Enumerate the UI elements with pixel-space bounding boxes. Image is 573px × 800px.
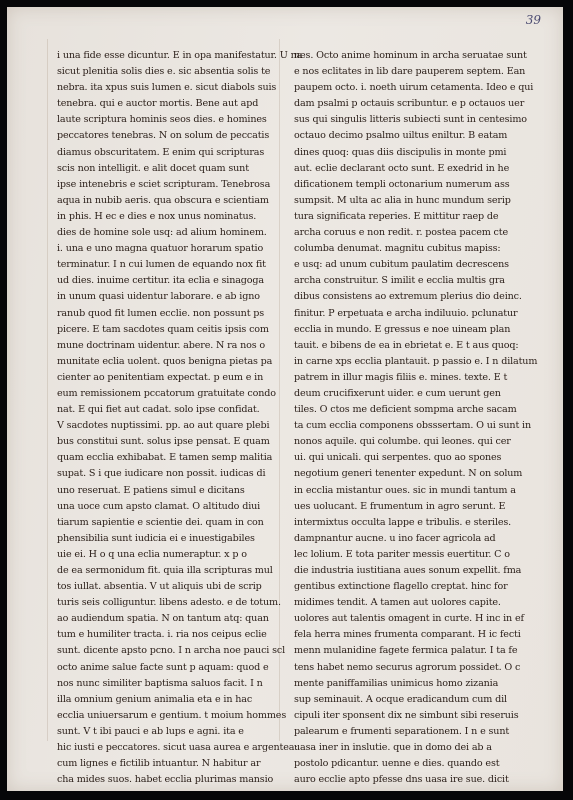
- text-line: bus constitui sunt. solus ipse pensat. E quam: [57, 436, 270, 448]
- text-line: octauo decimo psalmo uiltus eniltur. B eatam: [294, 130, 508, 142]
- text-line: ud dies. inuime certitur. ita eclia e sinagoga: [57, 275, 264, 287]
- text-line: gentibus extinctione flagello creptat. hinc for: [294, 581, 508, 593]
- right-text-column: [294, 48, 538, 788]
- text-line: uasa iner in inslutie. que in domo dei ab a: [294, 742, 492, 754]
- text-line: nebra. ita xpus suis lumen e. sicut diabols suis: [57, 82, 277, 94]
- text-line: ui. qui unicali. qui serpentes. quo ao spones: [294, 452, 502, 464]
- text-line: tens habet nemo securus agrorum possidet. O c: [294, 661, 521, 673]
- text-line: e usq: ad unum cubitum paulatim decrescens: [294, 259, 509, 271]
- text-line: terminatur. I n cui lumen de equando nox fit: [57, 259, 266, 271]
- folio-number: 39: [525, 13, 541, 27]
- text-line: quam ecclia exhibabat. E tamen semp malitia: [57, 452, 273, 464]
- text-line: cha mides suos. habet ecclia plurimas mansio: [57, 774, 274, 786]
- text-line: columba denumat. magnitu cubitus mapiss:: [294, 243, 501, 255]
- text-line: nos nunc similiter baptisma saluos facit. I n: [57, 677, 263, 689]
- text-line: in carne xps ecclia plantauit. p passio e. I n dilatum: [294, 355, 538, 367]
- text-line: archa coruus e non redit. r. postea pacem cte: [294, 227, 509, 239]
- text-line: uie ei. H o q una eclia numeraptur. x p o: [57, 548, 247, 560]
- text-line: fela herra mines frumenta comparant. H ic fecti: [294, 629, 521, 641]
- text-line: hic iusti e peccatores. sicut uasa aurea e argentea:: [57, 742, 298, 754]
- text-line: uno reseruat. E patiens simul e dicitans: [57, 484, 245, 496]
- center-ruling: [279, 39, 280, 741]
- text-line: sus qui singulis litteris subiecti sunt in centesimo: [294, 114, 527, 126]
- text-line: sicut plenitia solis dies e. sic absentia solis te: [57, 66, 271, 78]
- text-line: dibus consistens ao extremum plerius dio deinc.: [294, 291, 522, 303]
- text-line: intermixtus occulta lappe e tribulis. e steriles.: [294, 516, 512, 528]
- text-line: i una fide esse dicuntur. E in opa manifestatur. U na: [57, 50, 303, 61]
- text-line: die industria iustitiana aues sonum expellit. fma: [294, 565, 522, 576]
- text-line: nonos aquile. qui columbe. qui leones. qui cer: [294, 436, 511, 448]
- text-line: i. una e uno magna quatuor horarum spatio: [57, 243, 264, 255]
- text-line: ta cum ecclia componens obsssertam. O ui sunt in: [294, 420, 531, 432]
- text-line: midimes tendit. A tamen aut uolores capite.: [294, 597, 501, 609]
- text-line: e nos eclitates in lib dare pauperem septem. Ean: [294, 66, 526, 78]
- text-line: in phis. H ec e dies e nox unus nominatus.: [57, 210, 257, 222]
- text-line: tauit. e bibens de ea in ebrietat e. E t aus quoq:: [294, 339, 519, 351]
- text-line: deum crucifixerunt uider. e cum uerunt gen: [294, 387, 501, 399]
- text-line: mente paniffamilias unimicus homo zizania: [294, 677, 499, 689]
- text-line: ranub quod fit lumen ecclie. non possunt ps: [57, 307, 265, 319]
- text-line: auro ecclie apto pfesse dns uasa ire sue. dicit: [294, 774, 509, 786]
- text-line: tiles. O ctos me deficient sompma arche sacam: [294, 404, 517, 416]
- text-line: ao audiendum spatia. N on tantum atq: quan: [57, 613, 269, 625]
- text-line: una uoce cum apsto clamat. O altitudo diui: [57, 500, 261, 512]
- text-line: aqua in nubib aeris. qua obscura e scientiam: [57, 194, 269, 206]
- text-line: dificationem templi octonarium numerum ass: [294, 178, 510, 190]
- text-line: lec lolium. E tota pariter messis euertitur. C o: [294, 548, 510, 560]
- text-line: in ecclia mistantur oues. sic in mundi tantum a: [294, 484, 516, 496]
- text-line: tos iullat. absentia. V ut aliquis ubi de scrip: [57, 581, 262, 593]
- left-margin-ruling: [47, 39, 48, 741]
- text-line: cienter ao penitentiam expectat. p eum e in: [57, 371, 264, 383]
- text-line: uolores aut talentis omagent in curte. H inc in ef: [294, 613, 524, 625]
- text-line: ecclia in mundo. E gressus e noe uineam plan: [294, 323, 511, 335]
- text-line: paupem octo. i. noeth uirum cetamenta. Ideo e qui: [294, 82, 534, 94]
- text-line: sunt. V t ibi pauci e ab lups e agni. ita e: [57, 725, 244, 737]
- text-line: eum remissionem pccatorum gratuitate condo: [57, 387, 276, 399]
- text-line: patrem in illur magis filiis e. mines. texte. E t: [294, 371, 508, 383]
- text-line: turis seis colliguntur. libens adesto. e de totum.: [57, 597, 281, 609]
- text-line: dies de homine sole usq: ad alium hominem.: [57, 227, 267, 239]
- manuscript-page: [7, 7, 563, 791]
- text-line: phensibilia sunt iudicia ei e inuestigabiles: [57, 532, 255, 544]
- text-line: diamus obscuritatem. E enim qui scripturas: [57, 146, 265, 158]
- text-line: munitate eclia uolent. quos benigna pietas pa: [57, 355, 273, 367]
- text-line: ecclia uniuersarum e gentium. t moium hommes: [57, 709, 287, 721]
- text-line: sup seminauit. A ocque eradicandum cum dil: [294, 693, 507, 705]
- text-line: illa omnium genium animalia eta e in hac: [57, 693, 253, 705]
- text-line: de ea sermonidum fit. quia illa scripturas mul: [57, 565, 273, 576]
- text-line: ipse intenebris e sciet scripturam. Tenebrosa: [57, 178, 271, 190]
- text-line: laute scriptura hominis seos dies. e homines: [57, 114, 267, 126]
- text-line: archa construitur. S imilit e ecclia multis gra: [294, 275, 505, 287]
- text-line: supat. S i que iudicare non possit. iudicas di: [57, 468, 266, 480]
- text-line: tiarum sapientie e scientie dei. quam in con: [57, 516, 264, 528]
- text-line: ues uolucant. E frumentum in agro serunt. E: [294, 500, 506, 512]
- text-line: sunt. dicente apsto pcno. I n archa noe pauci scl: [57, 645, 286, 657]
- text-line: dampnantur aucne. u ino facer agricola ad: [294, 532, 496, 544]
- text-line: sumpsit. M ulta ac alia in hunc mundum serip: [294, 194, 511, 206]
- text-line: cipuli iter sponsent dix ne simbunt sibi reseruis: [294, 709, 519, 721]
- text-line: nes. Octo anime hominum in archa seruatae sunt: [294, 50, 527, 61]
- text-line: negotium generi tenenter expedunt. N on solum: [294, 468, 523, 480]
- text-line: tum e humiliter tracta. i. ria nos ceipus eclie: [57, 629, 267, 641]
- text-line: V sacdotes nuptissimi. pp. ao aut quare plebi: [57, 420, 270, 432]
- text-line: mune doctrinam uidentur. abere. N ra nos o: [57, 339, 266, 351]
- text-line: postolo pdicantur. uenne e dies. quando est: [294, 758, 500, 770]
- left-text-column: [57, 48, 303, 788]
- text-line: in unum quasi uidentur laborare. e ab igno: [57, 291, 260, 303]
- text-line: peccatores tenebras. N on solum de peccatis: [57, 130, 270, 142]
- text-line: aut. eclie declarant octo sunt. E exedrid in he: [294, 162, 510, 174]
- text-line: nat. E qui fiet aut cadat. solo ipse confidat.: [57, 404, 260, 416]
- text-line: tenebra. qui e auctor mortis. Bene aut apd: [57, 98, 259, 110]
- text-line: dam psalmi p octauis scribuntur. e p octauos uer: [294, 98, 525, 110]
- text-line: cum lignes e fictilib intuantur. N habitur ar: [57, 758, 261, 770]
- text-line: picere. E tam sacdotes quam ceitis ipsis com: [57, 323, 269, 335]
- text-line: finitur. P erpetuata e archa indiluuio. pclunatur: [294, 307, 518, 319]
- text-line: octo anime salue facte sunt p aquam: quod e: [57, 661, 269, 673]
- text-line: palearum e frumenti separationem. I n e sunt: [294, 725, 510, 737]
- text-line: tura significata reperies. E mittitur raep de: [294, 210, 499, 222]
- text-line: dines quoq: quas diis discipulis in monte pmi: [294, 146, 507, 158]
- text-line: scis non intelligit. e alit docet quam sunt: [57, 162, 249, 174]
- text-line: menn mulanidine fagete fermica palatur. I ta fe: [294, 645, 518, 657]
